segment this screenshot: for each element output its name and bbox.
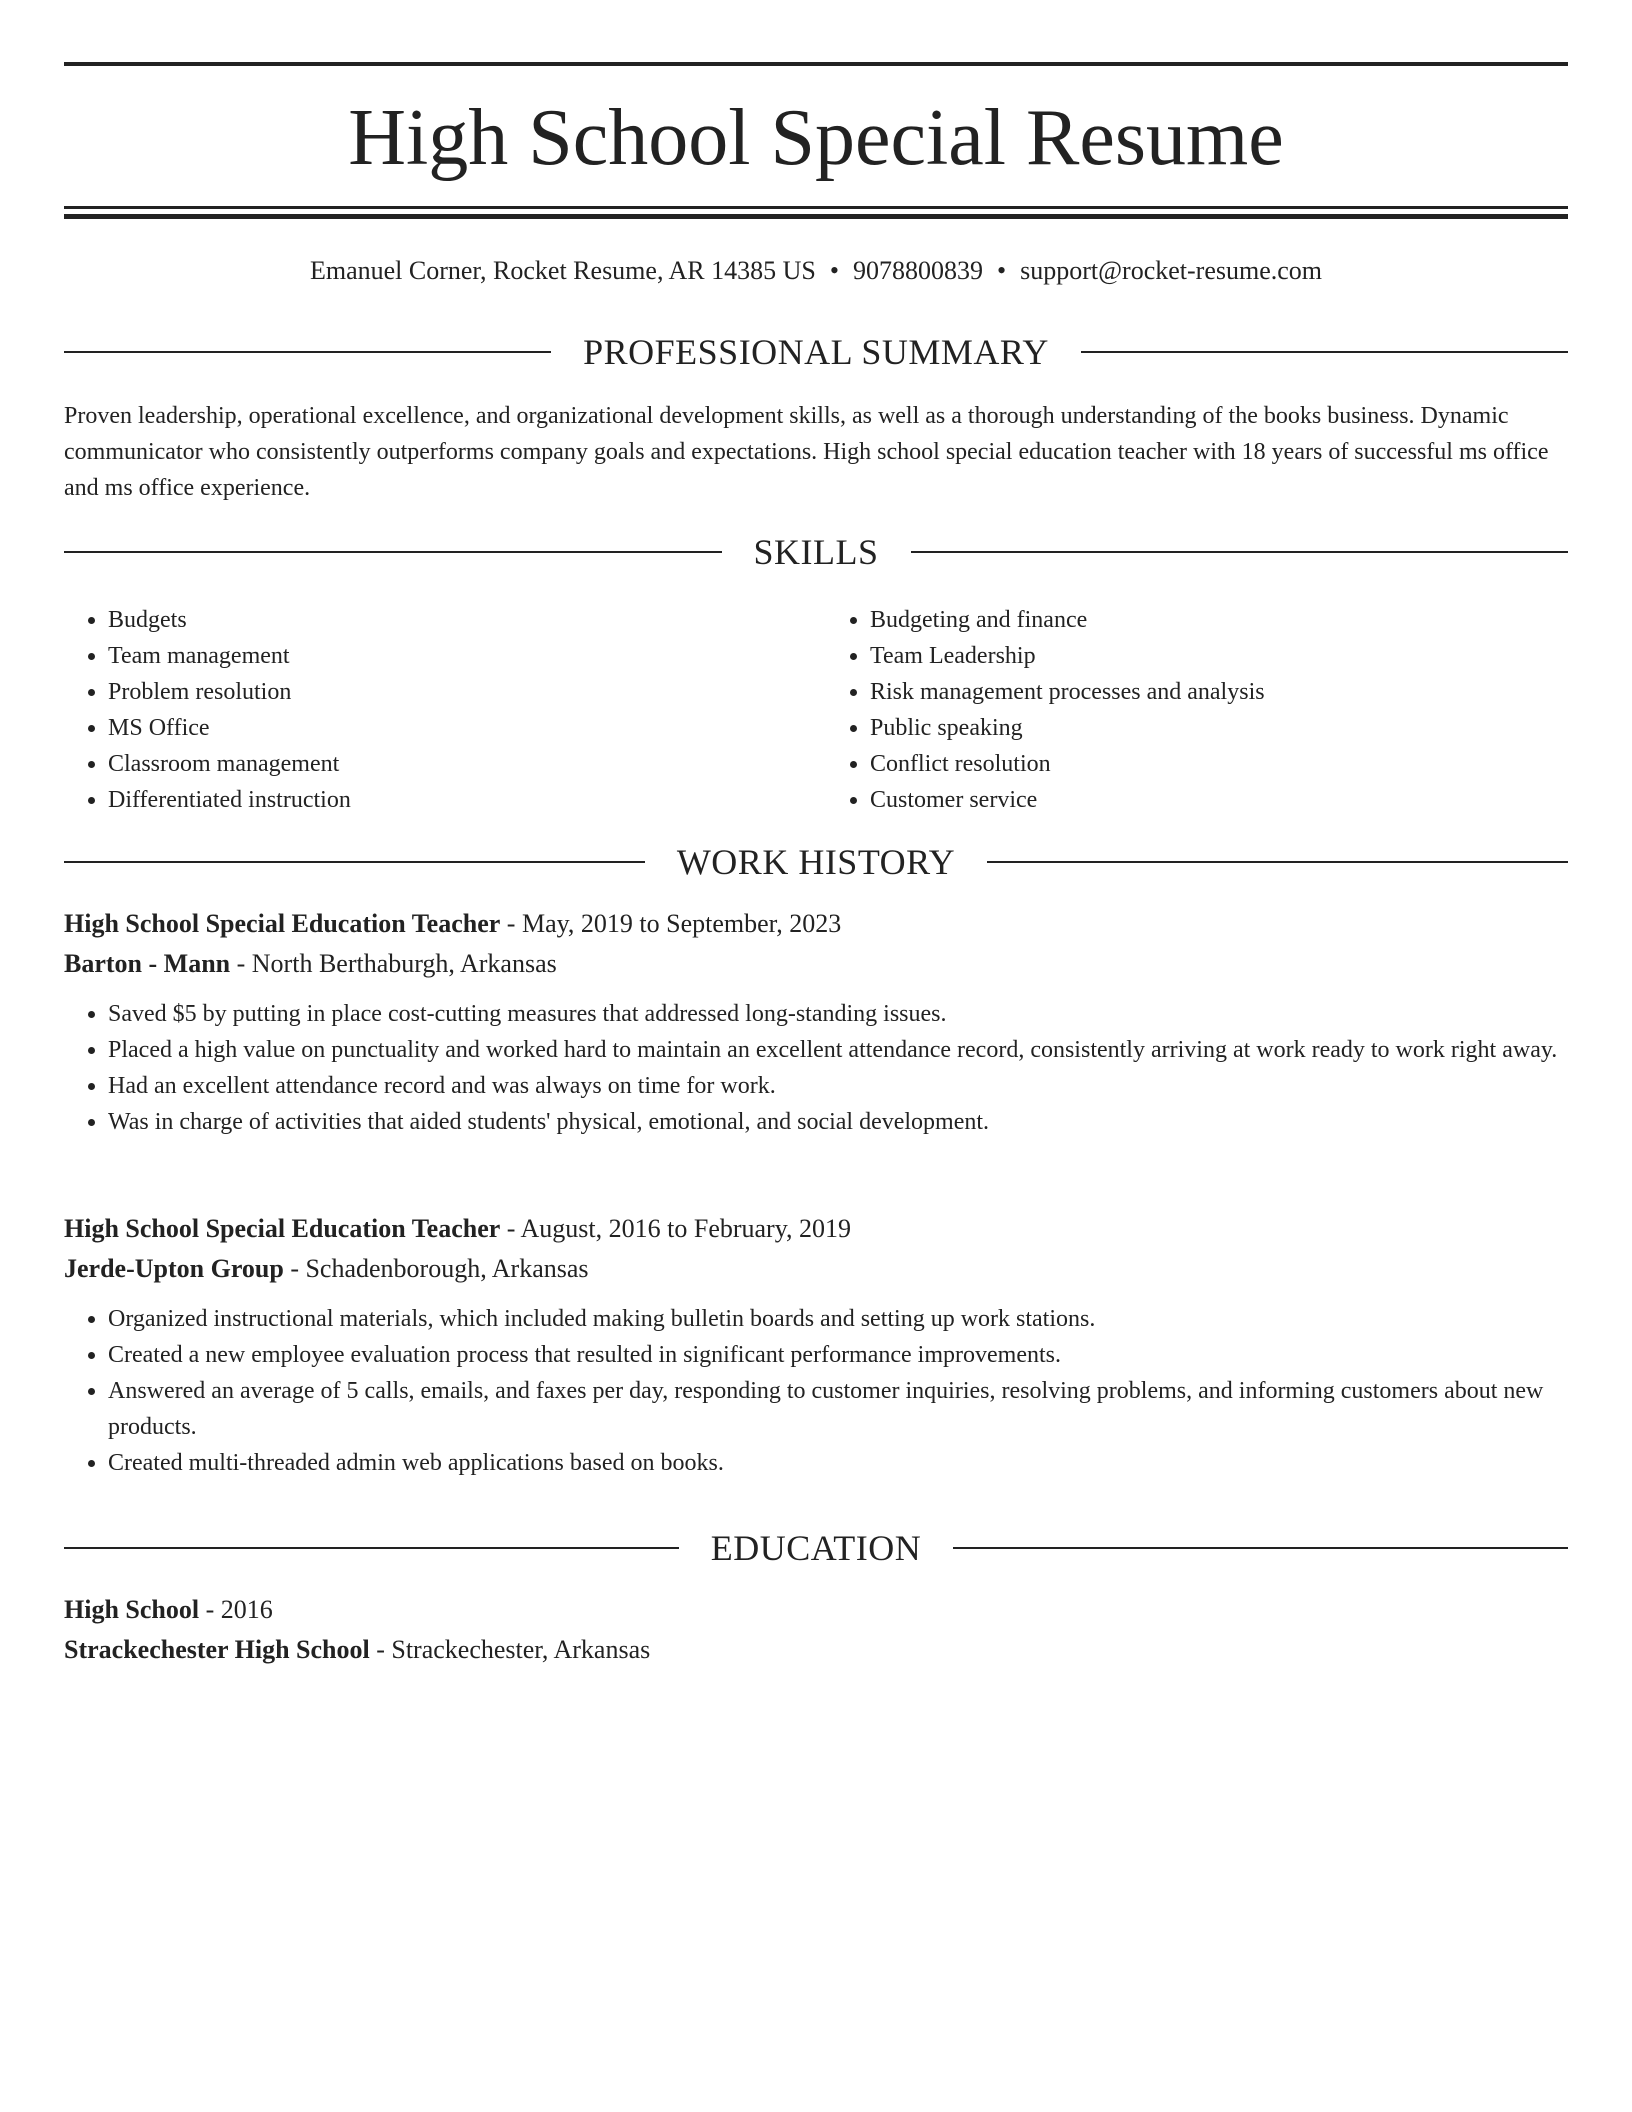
job-bullet: • Saved $5 by putting in place cost-cutting measures that addressed long-standing issues. xyxy=(108,996,1568,1032)
contact-separator: • xyxy=(996,256,1007,285)
skill-item: • Budgets xyxy=(108,602,806,638)
education-year: - 2016 xyxy=(199,1595,273,1624)
job-bullet: • Created a new employee evaluation process that resulted in significant performance improvements. xyxy=(108,1337,1568,1373)
section-title: SKILLS xyxy=(753,532,879,572)
job-bullet: • Placed a high value on punctuality and worked hard to maintain an excellent attendance record, consistently arriving at work ready to work right away. xyxy=(108,1032,1568,1068)
title-rule-thin xyxy=(64,206,1568,209)
heading-rule-right xyxy=(953,1547,1568,1549)
job-company: Jerde-Upton Group xyxy=(64,1254,284,1283)
skill-item: • Customer service xyxy=(870,782,1568,818)
job-title-line xyxy=(64,904,1568,944)
education-location: - Strackechester, Arkansas xyxy=(369,1635,651,1664)
job-company-line xyxy=(64,944,1568,984)
heading-rule-right xyxy=(911,551,1569,553)
skill-item: • Team management xyxy=(108,638,806,674)
skill-item: • Conflict resolution xyxy=(870,746,1568,782)
education-entry xyxy=(64,1590,1568,1670)
job-company-line xyxy=(64,1249,1568,1289)
contact-separator: • xyxy=(829,256,839,285)
job-bullets xyxy=(64,1301,1568,1481)
section-title: WORK HISTORY xyxy=(676,842,956,882)
job-dates: - May, 2019 to September, 2023 xyxy=(500,909,842,938)
job-bullet: • Created multi-threaded admin web applications based on books. xyxy=(108,1445,1568,1481)
job-title: High School Special Education Teacher xyxy=(64,909,501,938)
skills-list xyxy=(64,602,1568,818)
job-bullets xyxy=(64,996,1568,1140)
section-heading-skills xyxy=(64,530,1568,574)
education-degree: High School xyxy=(64,1595,200,1624)
heading-rule-left xyxy=(64,1547,679,1549)
section-title: EDUCATION xyxy=(710,1528,922,1568)
job-entry xyxy=(64,1209,1568,1481)
skill-item: • MS Office xyxy=(108,710,806,746)
contact-line xyxy=(64,254,1568,288)
skill-item: • Problem resolution xyxy=(108,674,806,710)
heading-rule-left xyxy=(64,861,645,863)
resume-title: High School Special Resume xyxy=(348,94,1284,182)
section-heading-education xyxy=(64,1526,1568,1570)
job-location: - North Berthaburgh, Arkansas xyxy=(230,949,557,978)
job-location: - Schadenborough, Arkansas xyxy=(283,1254,589,1283)
top-rule xyxy=(64,62,1568,66)
skill-item: • Team Leadership xyxy=(870,638,1568,674)
skill-item: • Public speaking xyxy=(870,710,1568,746)
heading-rule-left xyxy=(64,351,551,353)
section-title: PROFESSIONAL SUMMARY xyxy=(583,332,1049,372)
contact-email: support@rocket-resume.com xyxy=(1020,256,1323,285)
job-bullet: • Had an excellent attendance record and was always on time for work. xyxy=(108,1068,1568,1104)
section-heading-work xyxy=(64,840,1568,884)
education-school: Strackechester High School xyxy=(64,1635,370,1664)
job-title-line xyxy=(64,1209,1568,1249)
heading-rule-right xyxy=(987,861,1568,863)
skills-column-right xyxy=(826,602,1568,818)
job-bullet: • Was in charge of activities that aided students' physical, emotional, and social development. xyxy=(108,1104,1568,1140)
job-entry xyxy=(64,904,1568,1140)
contact-phone: 9078800839 xyxy=(852,256,983,285)
education-degree-line xyxy=(64,1590,1568,1630)
job-title: High School Special Education Teacher xyxy=(64,1214,501,1243)
job-bullet: • Organized instructional materials, which included making bulletin boards and setting up work stations. xyxy=(108,1301,1568,1337)
education-school-line xyxy=(64,1630,1568,1670)
job-bullet: • Answered an average of 5 calls, emails, and faxes per day, responding to customer inquiries, resolving problems, and informing customers about new products. xyxy=(108,1373,1568,1445)
title-rule-thick xyxy=(64,214,1568,219)
job-company: Barton - Mann xyxy=(64,949,231,978)
heading-rule-left xyxy=(64,551,722,553)
skill-item: • Risk management processes and analysis xyxy=(870,674,1568,710)
job-dates: - August, 2016 to February, 2019 xyxy=(500,1214,852,1243)
skill-item: • Differentiated instruction xyxy=(108,782,806,818)
skills-column-left xyxy=(64,602,806,818)
heading-rule-right xyxy=(1081,351,1568,353)
skill-item: • Budgeting and finance xyxy=(870,602,1568,638)
skill-item: • Classroom management xyxy=(108,746,806,782)
contact-address: Emanuel Corner, Rocket Resume, AR 14385 US xyxy=(309,256,816,285)
section-heading-summary xyxy=(64,330,1568,374)
summary-text: Proven leadership, operational excellence, and organizational development skills, as well as a thorough understanding of the books business. Dynamic communicator who consistently outperforms company goals and expectations. High school special education teacher with 18 years of successful ms office and ms office experience. xyxy=(64,403,1549,501)
